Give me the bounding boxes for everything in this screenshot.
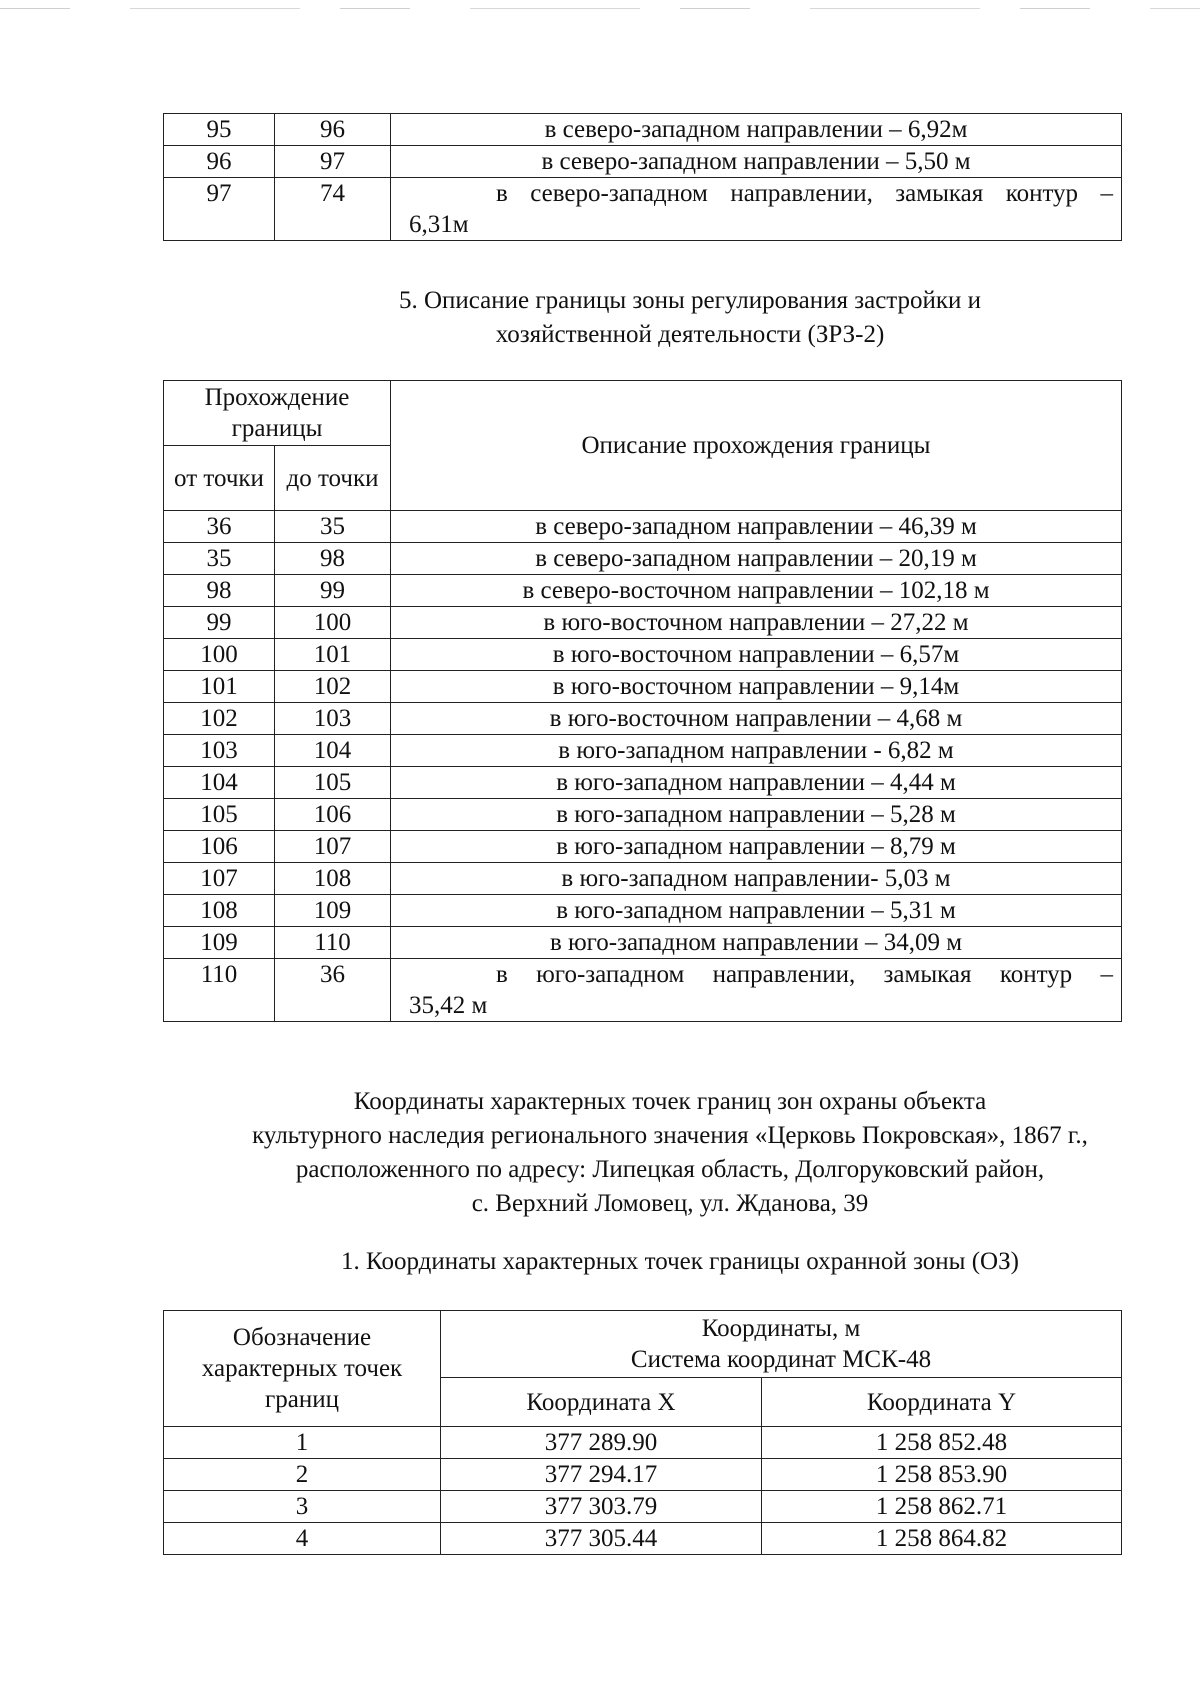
table-row (164, 863, 1122, 895)
description-cell: в юго-западном направлении - 6,82 м (391, 735, 1122, 767)
from-point-cell: 106 (164, 831, 275, 863)
from-point-cell: 109 (164, 927, 275, 959)
table-row (164, 703, 1122, 735)
from-point-cell: 96 (164, 146, 275, 178)
description-cell: в юго-западном направлении – 5,28 м (391, 799, 1122, 831)
to-point-cell: 109 (275, 895, 391, 927)
table-row (164, 895, 1122, 927)
section-title-line: хозяйственной деятельности (ЗРЗ-2) (495, 321, 885, 348)
heading-line: с. Верхний Ломовец, ул. Жданова, 39 (471, 1190, 869, 1217)
to-point-cell: 108 (275, 863, 391, 895)
description-cell: в юго-западном направлении – 34,09 м (391, 927, 1122, 959)
from-point-cell: 98 (164, 575, 275, 607)
header-points-designation: Обозначение характерных точек границ (164, 1311, 441, 1427)
from-point-cell: 104 (164, 767, 275, 799)
point-number-cell: 3 (164, 1491, 441, 1523)
table-header-row (164, 381, 1122, 446)
description-line: 35,42 м (409, 992, 488, 1019)
header-coordinates (441, 1311, 1122, 1378)
table-row (164, 575, 1122, 607)
description-cell: в юго-западном направлении – 5,31 м (391, 895, 1122, 927)
table-row (164, 1491, 1122, 1523)
to-point-cell: 110 (275, 927, 391, 959)
to-point-cell: 106 (275, 799, 391, 831)
to-point-cell: 74 (275, 178, 391, 241)
continuation-table (163, 113, 1122, 241)
to-point-cell: 36 (275, 959, 391, 1022)
description-cell: в юго-восточном направлении – 9,14м (391, 671, 1122, 703)
coordinate-x-cell: 377 289.90 (441, 1427, 762, 1459)
coordinate-y-cell: 1 258 852.48 (762, 1427, 1122, 1459)
to-point-cell: 100 (275, 607, 391, 639)
description-cell (391, 178, 1122, 241)
to-point-cell: 103 (275, 703, 391, 735)
to-point-cell: 97 (275, 146, 391, 178)
from-point-cell: 105 (164, 799, 275, 831)
to-point-cell: 104 (275, 735, 391, 767)
from-point-cell: 99 (164, 607, 275, 639)
coordinates-heading (100, 1085, 1200, 1221)
from-point-cell: 36 (164, 511, 275, 543)
description-cell: в юго-восточном направлении – 27,22 м (391, 607, 1122, 639)
coordinate-y-cell: 1 258 862.71 (762, 1491, 1122, 1523)
continuation-table-body (164, 114, 1122, 178)
heading-line: культурного наследия регионального значения «Церковь Покровская», 1867 г., (252, 1122, 1088, 1149)
section-title-line: 1. Координаты характерных точек границы охранной зоны (ОЗ) (341, 1248, 1019, 1275)
table-row (164, 959, 1122, 1022)
to-point-cell: 101 (275, 639, 391, 671)
point-number-cell: 1 (164, 1427, 441, 1459)
table-row (164, 1459, 1122, 1491)
from-point-cell: 102 (164, 703, 275, 735)
header-description: Описание прохождения границы (391, 381, 1122, 511)
table-row (164, 927, 1122, 959)
from-point-cell: 35 (164, 543, 275, 575)
from-point-cell: 95 (164, 114, 275, 146)
to-point-cell: 99 (275, 575, 391, 607)
coordinates-table-body (164, 1427, 1122, 1555)
description-line: в северо-западном направлении, замыкая контур – (496, 180, 1113, 207)
description-cell: в юго-восточном направлении – 4,68 м (391, 703, 1122, 735)
header-coordinates-line: Координаты, м (701, 1315, 861, 1342)
point-number-cell: 4 (164, 1523, 441, 1555)
heading-line: Координаты характерных точек границ зон охраны объекта (353, 1088, 987, 1115)
header-coordinate-x: Координата X (441, 1378, 762, 1427)
table-row (164, 178, 1122, 241)
to-point-cell: 102 (275, 671, 391, 703)
description-cell: в юго-западном направлении- 5,03 м (391, 863, 1122, 895)
header-from-point: от точки (164, 446, 275, 511)
coordinate-x-cell: 377 303.79 (441, 1491, 762, 1523)
description-cell: в северо-западном направлении – 20,19 м (391, 543, 1122, 575)
description-cell: в юго-западном направлении – 4,44 м (391, 767, 1122, 799)
description-line: в юго-западном направлении, замыкая контур – (496, 961, 1113, 988)
table-row (164, 735, 1122, 767)
to-point-cell: 105 (275, 767, 391, 799)
table-row (164, 511, 1122, 543)
coordinate-x-cell: 377 294.17 (441, 1459, 762, 1491)
heading-line: расположенного по адресу: Липецкая область, Долгоруковский район, (295, 1156, 1045, 1183)
table-row (164, 114, 1122, 146)
header-coordinates-line: Система координат МСК-48 (630, 1346, 932, 1373)
scan-edge-line (0, 8, 1200, 9)
description-cell: в юго-западном направлении – 8,79 м (391, 831, 1122, 863)
header-boundary-passage: Прохождение границы (164, 381, 391, 446)
boundary-description-table (163, 380, 1122, 1022)
from-point-cell: 100 (164, 639, 275, 671)
to-point-cell: 107 (275, 831, 391, 863)
table-row (164, 799, 1122, 831)
header-coordinate-y: Координата Y (762, 1378, 1122, 1427)
from-point-cell: 97 (164, 178, 275, 241)
to-point-cell: 98 (275, 543, 391, 575)
description-cell (391, 959, 1122, 1022)
table-row (164, 767, 1122, 799)
description-cell: в северо-восточном направлении – 102,18 м (391, 575, 1122, 607)
table-row (164, 671, 1122, 703)
from-point-cell: 103 (164, 735, 275, 767)
description-cell: в северо-западном направлении – 5,50 м (391, 146, 1122, 178)
table-row (164, 146, 1122, 178)
table-header-row (164, 1311, 1122, 1378)
from-point-cell: 108 (164, 895, 275, 927)
table-row (164, 1427, 1122, 1459)
header-to-point: до точки (275, 446, 391, 511)
coordinates-table (163, 1310, 1122, 1555)
description-cell: в юго-восточном направлении – 6,57м (391, 639, 1122, 671)
coordinate-y-cell: 1 258 864.82 (762, 1523, 1122, 1555)
point-number-cell: 2 (164, 1459, 441, 1491)
from-point-cell: 110 (164, 959, 275, 1022)
section-1-title (240, 1245, 1120, 1279)
description-cell: в северо-западном направлении – 6,92м (391, 114, 1122, 146)
description-cell: в северо-западном направлении – 46,39 м (391, 511, 1122, 543)
coordinate-x-cell: 377 305.44 (441, 1523, 762, 1555)
table-row (164, 1523, 1122, 1555)
table-row (164, 639, 1122, 671)
boundary-table-body (164, 511, 1122, 959)
from-point-cell: 101 (164, 671, 275, 703)
section-5-title (300, 284, 1080, 352)
table-row (164, 607, 1122, 639)
table-row (164, 543, 1122, 575)
from-point-cell: 107 (164, 863, 275, 895)
to-point-cell: 96 (275, 114, 391, 146)
coordinate-y-cell: 1 258 853.90 (762, 1459, 1122, 1491)
table-row (164, 831, 1122, 863)
to-point-cell: 35 (275, 511, 391, 543)
section-title-line: 5. Описание границы зоны регулирования застройки и (398, 287, 982, 314)
description-line: 6,31м (409, 211, 469, 238)
